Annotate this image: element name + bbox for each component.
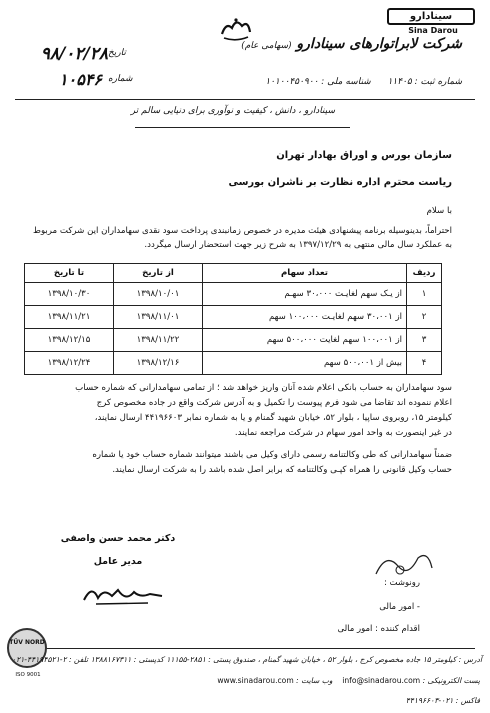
company-suffix: (سهامی عام) — [241, 41, 292, 51]
proxy-paragraph-line: حساب وکیل قانونی را همراه کپـی وکالتنامه که برابر اصل شده باشد را به شرکت ارسال نمایند. — [112, 465, 452, 475]
payment-paragraph-line: سود سهامداران به حساب بانکی اعلام شده آنان واریز خواهد شد ؛ از تمامی سهامدارانی که شماره حساب — [75, 383, 452, 393]
number-label: شماره — [108, 74, 133, 84]
letter-date: ۹۸/۰۲/۲۸ — [40, 44, 108, 64]
col-from: از تاریخ — [114, 264, 203, 283]
signer-title: مدیر عامل — [93, 556, 143, 567]
slogan-divider — [135, 127, 350, 128]
payment-paragraph-line: اعلام ننموده اند تقاضا می شود فرم پیوست را تکمیل و به آدرس شرکت واقع در جاده مخصوص کرج — [96, 398, 452, 408]
logo-name: سینادارو — [387, 8, 475, 25]
cell-from: ۱۳۹۸/۱۱/۲۲ — [114, 329, 203, 352]
footer-website[interactable]: www.sinadarou.com — [217, 676, 294, 685]
footer-fax: فاکس : ۰۲۱-۴۴۱۹۶۶۰۳ — [405, 696, 480, 705]
signer-name: دکتر محمد حسن واصفی — [60, 533, 176, 544]
footer-divider — [15, 648, 475, 649]
registration-number: شماره ثبت : ۱۱۴۰۵ — [387, 77, 462, 87]
payment-paragraph-line: در غیر اینصورت به واحد امور سهام در شرکت مراجعه نمایند. — [234, 428, 452, 438]
footer-email-label: پست الکترونیکی : — [422, 676, 480, 685]
national-id: شناسه ملی : ۱۰۱۰۰۴۵۰۹۰۰ — [265, 77, 371, 87]
cell-to: ۱۳۹۸/۱۰/۳۰ — [25, 283, 114, 306]
greeting: با سلام — [426, 206, 452, 216]
cell-row: ۴ — [407, 352, 442, 375]
cell-shares: از ۳۰،۰۰۱ سهم لغایـت ۱۰۰،۰۰۰ سهم — [203, 306, 407, 329]
cell-shares: بیش از ۵۰۰،۰۰۱ سهم — [203, 352, 407, 375]
slogan: سینادارو ، دانش ، کیفیت و نوآوری برای دنیایی سالم تر — [130, 106, 335, 116]
cell-to: ۱۳۹۸/۱۱/۲۱ — [25, 306, 114, 329]
cell-row: ۳ — [407, 329, 442, 352]
footer-email[interactable]: info@sinadarou.com — [342, 676, 421, 685]
date-label: تاریخ — [108, 48, 126, 58]
table-row — [25, 329, 442, 352]
cert-text: ISO 9001 — [15, 672, 41, 678]
table-row — [25, 352, 442, 375]
col-shares: تعداد سهام — [203, 264, 407, 283]
tuv-cert-icon: TÜV NORD — [7, 628, 47, 668]
cell-from: ۱۳۹۸/۱۱/۰۱ — [114, 306, 203, 329]
footer-contact — [60, 676, 480, 685]
company-name: شرکت لابراتوارهای سینادارو (سهامی عام) — [241, 36, 462, 52]
cell-to: ۱۳۹۸/۱۲/۲۴ — [25, 352, 114, 375]
col-row: ردیف — [407, 264, 442, 283]
cell-from: ۱۳۹۸/۱۲/۱۶ — [114, 352, 203, 375]
cc-item: اقدام کننده : امور مالی — [337, 624, 420, 634]
proxy-paragraph-line: ضمناً سهامدارانی که طی وکالتنامه رسمی دارای وکیل می باشند میتوانند شماره حساب خود یا شماره — [92, 450, 452, 460]
registration-line — [162, 77, 462, 87]
recipient-org: سازمان بورس و اوراق بهادار تهران — [276, 150, 452, 161]
cc-item: - امور مالی — [379, 602, 420, 612]
cell-shares: از ۱۰۰،۰۰۱ سهم لغایت ۵۰۰،۰۰۰ سهم — [203, 329, 407, 352]
cell-from: ۱۳۹۸/۱۰/۰۱ — [114, 283, 203, 306]
cell-row: ۲ — [407, 306, 442, 329]
signature-icon — [78, 578, 168, 614]
cell-to: ۱۳۹۸/۱۲/۱۵ — [25, 329, 114, 352]
footer-address: آدرس : کیلومتر ۱۵ جاده مخصوص کرج ، بلوار ۵۲ ، خیابان شهید گمنام ، صندوق پستی : ۲۸۵۱-۱۱۱۵۵ کدپستی : ۱۳۸۸۱۶۷۳۱۱ تلفن : ۲-۴۴۱۹۴۵۲۱-۰۲۱ — [12, 655, 482, 664]
logo-latin: Sina Darou — [408, 26, 458, 35]
table-row — [25, 283, 442, 306]
recipient-dept: ریاست محترم اداره نظارت بر ناشران بورسی — [228, 177, 452, 188]
table-header-row — [25, 264, 442, 283]
cell-row: ۱ — [407, 283, 442, 306]
header-divider — [15, 99, 475, 100]
payment-paragraph-line: کیلومتر ۱۵، روبروی ساپیا ، بلوار ۵۲، خیابان شهید گمنام و یا به شماره نمابر ۴۴۱۹۶۶۰۳ ارسال نمایند، — [94, 413, 452, 423]
cc-label: رونوشت : — [383, 578, 420, 588]
payment-schedule-table — [24, 263, 442, 375]
footer-website-label: وب سایت : — [296, 676, 333, 685]
letter-number: ۱۰۵۴۶ — [59, 70, 102, 89]
table-row — [25, 306, 442, 329]
cell-shares: از یـک سهم لغایـت ۳۰،۰۰۰ سهـم — [203, 283, 407, 306]
col-to: تا تاریخ — [25, 264, 114, 283]
intro-paragraph: احتراماً، بدینوسیله برنامه پیشنهادی هیئت مدیره در خصوص زمانبندی پرداخت سود نقدی سهامداران این شرکت مربوط به عملکرد سال مالی منتهی به ۱۳۹۷/۱۲/۲۹ به شرح زیر جهت استحضار ارسال میگردد. — [33, 226, 452, 250]
